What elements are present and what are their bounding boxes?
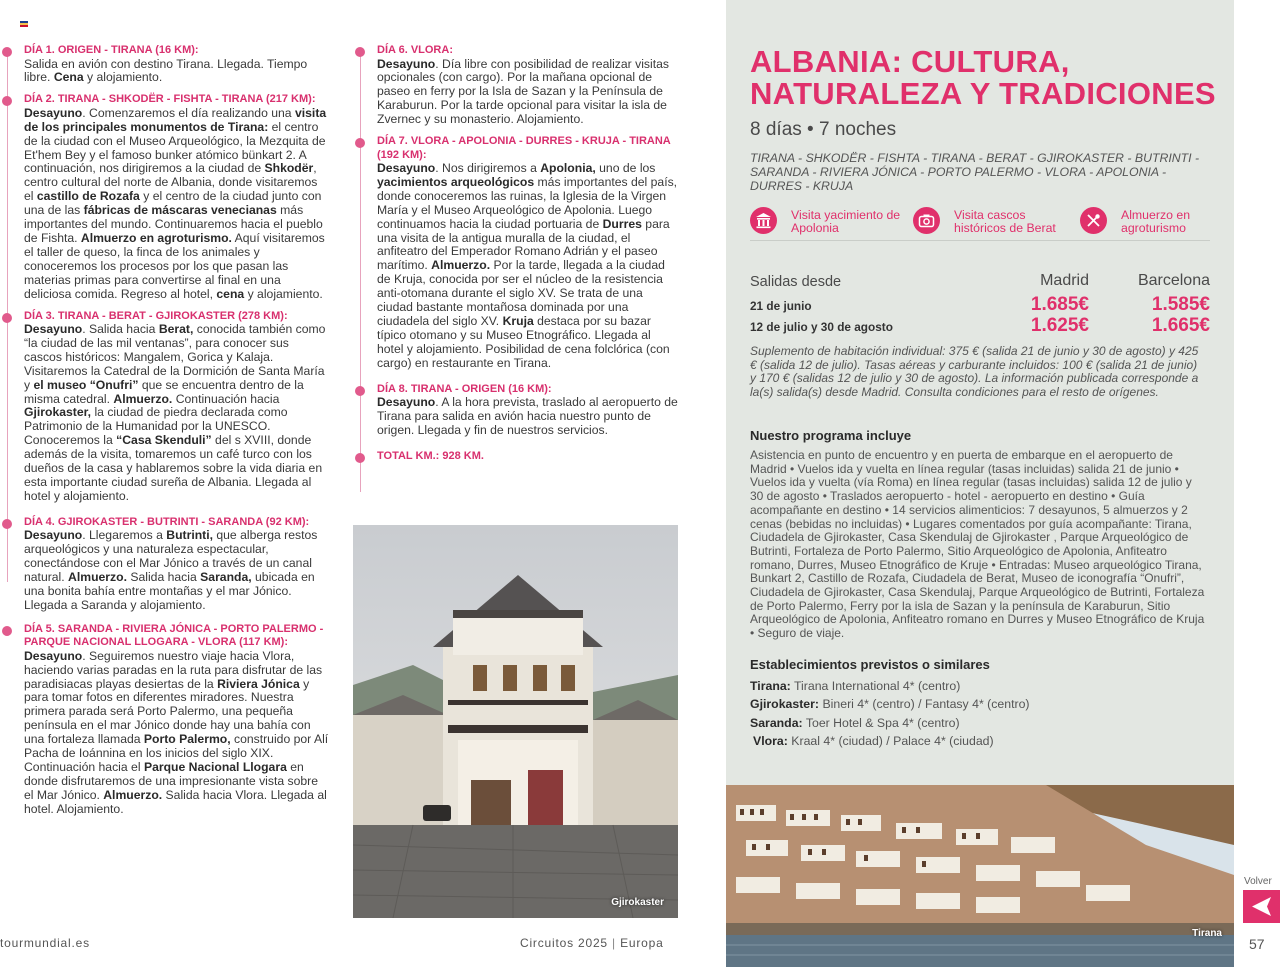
price-table-header bbox=[750, 272, 1212, 294]
hotel-city: Gjirokaster: bbox=[750, 697, 820, 712]
hotel-name: Tirana International 4* (centro) bbox=[793, 679, 961, 693]
page-title: ALBANIA: CULTURA, NATURALEZA Y TRADICIONES bbox=[750, 44, 1216, 111]
hotels-list bbox=[750, 677, 1208, 750]
day-description bbox=[377, 162, 678, 371]
day-description bbox=[377, 396, 678, 438]
itinerary-day bbox=[0, 623, 330, 817]
gjirokaster-illustration bbox=[353, 525, 678, 918]
description-text: Continuación hacia bbox=[172, 391, 280, 406]
highlight-text: Apolonia, bbox=[540, 161, 596, 176]
gjirokaster-caption: Gjirokaster bbox=[611, 897, 664, 908]
hotels-heading: Establecimientos previstos o similares bbox=[750, 657, 990, 672]
description-text: y alojamiento. bbox=[244, 286, 323, 301]
timeline-dot bbox=[2, 47, 12, 57]
day-title: DÍA 4. GJIROKASTER - BUTRINTI - SARANDA (92 KM): bbox=[24, 515, 310, 528]
highlight-text: Shkodër bbox=[264, 161, 314, 176]
description-text: del s XVIII, donde además de la visita, tomaremos un café turco con los dueños de la casa y hablaremos sobre la vida diaria en esta importante ciudad sureña de Albania. Llegada al hotel y alojamiento. bbox=[24, 433, 323, 503]
departure-dates: 12 de julio y 30 de agosto bbox=[750, 320, 893, 334]
description-text: , centro cultural del norte de Albania, donde visitaremos el bbox=[24, 161, 318, 204]
description-text: . Nos dirigiremos a bbox=[435, 161, 541, 176]
highlight-text: visita de los principales monumentos de Tirana: bbox=[24, 105, 327, 134]
day-description bbox=[24, 650, 330, 817]
itinerary-day bbox=[0, 516, 330, 613]
description-text: . Llegaremos a bbox=[82, 528, 167, 543]
description-text: para una visita de la antigua muralla de la ciudad, el anfiteatro del Emperador Romano Adrián y el paseo marítimo. bbox=[377, 216, 670, 273]
hotel-item bbox=[750, 732, 1208, 750]
description-text: Aquí visitaremos el taller de queso, la finca de los animales y conoceremos los procesos por los que pasan las materias primas para convertirse al final en una deliciosa comida. Regreso al hotel, bbox=[24, 230, 325, 301]
includes-heading: Nuestro programa incluye bbox=[750, 428, 912, 443]
includes-text: Asistencia en punto de encuentro y en puerta de embarque en el aeropuerto de Madrid • Vuelos ida y vuelta en línea regular (tasas incluidas) salida 21 de junio • Vuelos ida y vuelta (vía Roma) en línea regular (tasas incluidas) salida 12 de julio y 30 de agosto • Traslados aeropuerto - hotel - aeropuerto en destino • Guía acompañante en destino • 14 servicios alimenticios: 7 desayunos, 5 almuerzos y 2 cenas (bebidas no incluidas) • Lugares comentados por guía acompañante: Tirana, Ciudadela de Gjirokaster, Casa Skendulaj de Gjirokaster , Parque Arqueológico de Butrinti, Fortaleza de Porto Palermo, Sitio Arqueológico de Apolonia, Anfiteatro romano, Durres, Museo Etnográfico de Kruje • Entradas: Museo arqueológico Tirana, Bunkart 2, Castillo de Rozafa, Ciudadela de Berat, Museo de iconografía “Onufri”, Ciudadela de Gjirokaster, Casa Skendulaj, Parque Arqueológico de Butrinti, Fortaleza de Porto Palermo, Ferry por la isla de Sazan y la península de Karaburun, Sitio Arqueológico de Apolonia, Anfiteatro romano en Durres y Museo Etnográfico de Kruja • Seguro de viaje. bbox=[750, 448, 1205, 641]
highlight-text: yacimientos arqueológicos bbox=[377, 174, 535, 189]
highlight-item bbox=[913, 206, 1073, 238]
highlight-text: Gjirokaster, bbox=[24, 405, 92, 420]
description-text: que alberga restos arqueológicos y una naturaleza espectacular, conectándose con el Mar Jónico a través de un canal natural. bbox=[24, 528, 318, 584]
highlight-text: el museo “Onufri” bbox=[33, 377, 139, 392]
price-madrid: 1.625€ bbox=[1030, 315, 1089, 336]
day-description bbox=[24, 529, 330, 612]
back-arrow-icon bbox=[1243, 890, 1280, 923]
catalog-name: Circuitos 2025 bbox=[520, 936, 608, 950]
timeline-dot bbox=[355, 453, 365, 463]
day-description bbox=[24, 107, 330, 302]
highlight-text: Almuerzo. bbox=[68, 570, 127, 584]
description-text: . Comenzaremos el día realizando una bbox=[82, 105, 295, 120]
highlight-text: Desayuno bbox=[24, 528, 83, 543]
tirana-caption: Tirana bbox=[1192, 928, 1222, 939]
description-text: en donde disfrutaremos de una impresionante vista sobre el Mar Jónico. bbox=[24, 759, 319, 802]
description-text: Salida en avión con destino Tirana. Llegada. Tiempo libre. bbox=[24, 56, 308, 85]
highlight-text: Cena bbox=[53, 70, 84, 85]
description-text: Por la tarde, llegada a la ciudad de Kruja, conocida por ser el núcleo de la resistencia anti-otomana durante el siglo XV. Se trata de una ciudad bastante montañosa dominada por una ciudadela del siglo XV. bbox=[377, 258, 665, 328]
day-title: DÍA 6. VLORA: bbox=[377, 44, 453, 56]
day-description bbox=[24, 323, 330, 504]
price-row bbox=[750, 315, 1212, 336]
highlight-text: cena bbox=[216, 286, 245, 301]
timeline-dot bbox=[355, 138, 365, 148]
description-text: . A la hora prevista, traslado al aeropuerto de Tirana para salida en avión hacia nuestro punto de origen. Llegada y fin de nuestros servicios. bbox=[377, 395, 678, 437]
itinerary-day bbox=[0, 93, 330, 301]
timeline-dot bbox=[2, 626, 12, 636]
day-title: DÍA 2. TIRANA - SHKODËR - FISHTA - TIRANA (217 KM): bbox=[24, 93, 316, 106]
day-description bbox=[377, 58, 678, 128]
departure-dates: 21 de junio bbox=[750, 299, 812, 313]
highlight-item bbox=[1080, 206, 1210, 238]
price-madrid: 1.685€ bbox=[1030, 294, 1089, 315]
day-title: DÍA 7. VLORA - APOLONIA - DURRES - KRUJA - TIRANA (192 KM): bbox=[377, 135, 671, 161]
trip-route: TIRANA - SHKODËR - FISHTA - TIRANA - BERAT - GJIROKASTER - BUTRINTI - SARANDA - RIVIERA JÓNICA - PORTO PALERMO - VLORA - APOLONIA - DURRES - KRUJA bbox=[750, 151, 1200, 193]
hotel-city: Vlora: bbox=[753, 733, 788, 748]
highlight-text: Desayuno bbox=[24, 105, 83, 120]
hotel-item bbox=[750, 677, 1208, 695]
highlight-text: Parque Nacional Llogara bbox=[143, 759, 287, 774]
description-text: que se encuentra dentro de la misma catedral. bbox=[24, 377, 304, 406]
day-title: DÍA 8. TIRANA - ORIGEN (16 KM): bbox=[377, 382, 552, 395]
highlight-text: Riviera Jónica bbox=[217, 676, 300, 691]
hotel-name: Kraal 4* (ciudad) / Palace 4* (ciudad) bbox=[791, 733, 994, 748]
tirana-illustration bbox=[726, 785, 1234, 967]
day-title: DÍA 3. TIRANA - BERAT - GJIROKASTER (278 KM): bbox=[24, 309, 288, 322]
highlight-text: Almuerzo. bbox=[113, 391, 173, 406]
highlight-text: Desayuno bbox=[24, 648, 83, 663]
hotel-item bbox=[750, 695, 1208, 713]
hotel-name: Toer Hotel & Spa 4* (centro) bbox=[805, 715, 960, 730]
description-text: Salida hacia Vlora. Llegada al hotel. Alojamiento. bbox=[24, 787, 327, 816]
highlight-text: Porto Palermo, bbox=[143, 732, 231, 747]
hotel-name: Bineri 4* (centro) / Fantasy 4* (centro) bbox=[822, 697, 1030, 712]
highlight-text: Almuerzo en agroturismo. bbox=[80, 230, 232, 245]
highlight-text: Berat, bbox=[158, 322, 194, 336]
highlight-label: Visita yacimiento de Apolonia bbox=[791, 208, 901, 235]
tirana-photo bbox=[726, 785, 1234, 967]
description-text: Salida hacia bbox=[126, 570, 201, 584]
description-text: y alojamiento. bbox=[83, 70, 163, 85]
description-text: conocida también como “la ciudad de las mil ventanas”, para conocer sus cascos históricos: Mangalem, Gorica y Kalaja. Visitaremos la Catedral de la Dormición de Santa María y bbox=[24, 322, 326, 392]
supplement-note: Suplemento de habitación individual: 375 € (salida 21 de junio y 30 de agosto) y 425 € (salida 12 de julio). Tasas aéreas y carburante incluidos: 100 € (salida 21 de junio) y 170 € (salidas 12 de julio y 30 de agosto). La información publicada corresponde a la(s) salida(s) desde Madrid. Consulta condiciones para el resto de orígenes. bbox=[750, 344, 1199, 400]
itinerary-day bbox=[0, 310, 330, 504]
divider bbox=[750, 240, 1210, 241]
site-url[interactable]: tourmundial.es bbox=[0, 936, 90, 950]
price-barcelona: 1.585€ bbox=[1151, 294, 1210, 315]
day-title: DÍA 5. SARANDA - RIVIERA JÓNICA - PORTO PALERMO - PARQUE NACIONAL LLOGARA - VLORA (117 KM): bbox=[24, 622, 324, 649]
price-table bbox=[750, 272, 1212, 336]
back-label: Volver bbox=[1244, 876, 1272, 887]
description-text: construido por Alí Pacha de Ioánnina en los inicios del siglo XIX. Continuación hacia el bbox=[24, 732, 329, 774]
timeline-dot bbox=[2, 96, 12, 106]
highlight-text: Saranda, bbox=[200, 570, 252, 584]
itinerary-left-column bbox=[0, 44, 330, 817]
itinerary-day bbox=[353, 44, 678, 127]
timeline-dot bbox=[355, 386, 365, 396]
description-text: el centro de la ciudad con el Museo Arqueológico, la Mezquita de Et'hem Bey y el famoso bunker atómico bünkart 2. A continuación, nos dirigiremos a la ciudad de bbox=[24, 119, 326, 176]
itinerary-middle-column bbox=[353, 44, 678, 463]
description-text: ubicada en una bonita bahía entre montañas y el mar Jónico. Llegada a Saranda y alojamiento. bbox=[24, 570, 315, 612]
highlight-label: Visita cascos históricos de Berat bbox=[954, 208, 1056, 235]
highlights-row bbox=[750, 206, 1210, 238]
price-row bbox=[750, 294, 1212, 315]
gjirokaster-photo bbox=[353, 525, 678, 918]
itinerary-day bbox=[0, 44, 330, 85]
timeline-dot bbox=[2, 313, 12, 323]
back-button[interactable] bbox=[1243, 890, 1280, 923]
highlight-text: Desayuno bbox=[377, 161, 436, 176]
timeline-dot bbox=[355, 47, 365, 57]
hotel-item bbox=[750, 714, 1208, 732]
highlight-text: Desayuno bbox=[377, 56, 436, 71]
flag-icon bbox=[20, 21, 28, 27]
ruins-icon bbox=[750, 207, 777, 234]
highlight-text: Almuerzo. bbox=[431, 258, 491, 273]
highlight-label: Almuerzo en agroturismo bbox=[1121, 208, 1191, 235]
day-title: DÍA 1. ORIGEN - TIRANA (16 KM): bbox=[24, 44, 199, 56]
highlight-text: Durres bbox=[602, 216, 642, 231]
page-number: 57 bbox=[1249, 936, 1265, 952]
city-madrid: Madrid bbox=[1040, 272, 1089, 289]
departures-label: Salidas desde bbox=[750, 274, 842, 290]
highlight-text: fábricas de máscaras venecianas bbox=[83, 203, 277, 218]
price-barcelona: 1.665€ bbox=[1151, 315, 1210, 336]
description-text: . Salida hacia bbox=[82, 322, 159, 336]
itinerary-day bbox=[353, 450, 678, 464]
day-description bbox=[24, 58, 330, 86]
footer-separator: | bbox=[612, 936, 616, 950]
city-barcelona: Barcelona bbox=[1137, 272, 1210, 289]
itinerary-day bbox=[353, 383, 678, 438]
catalog-region: Europa bbox=[620, 936, 664, 950]
hotel-city: Saranda: bbox=[750, 715, 803, 730]
description-text: más importantes del mundo. Continuaremos hacia el pueblo de Fishta. bbox=[24, 203, 323, 245]
day-title: TOTAL KM.: 928 KM. bbox=[377, 449, 484, 462]
timeline-dot bbox=[2, 519, 12, 529]
description-text: uno de los bbox=[595, 161, 656, 176]
highlight-text: Almuerzo. bbox=[103, 787, 163, 802]
highlight-text: Desayuno bbox=[24, 322, 83, 336]
highlight-text: Desayuno bbox=[377, 395, 436, 410]
camera-icon bbox=[913, 207, 940, 234]
trip-duration: 8 días • 7 noches bbox=[750, 119, 897, 140]
description-text: más importantes del país, donde conoceremos las ruinas, la Iglesia de la Virgen María y el Museo Arqueológico de Apolonia. Luego continuamos hacia la ciudad portuaria de bbox=[377, 174, 678, 231]
description-text: destaca por su bazar típico otomano y su Museo Etnográfico. Llegada al hotel y alojamiento. Posibilidad de cena folclórica (con cargo) en restaurante en Tirana. bbox=[377, 314, 670, 370]
itinerary-day bbox=[353, 135, 678, 371]
description-text: y para tomar fotos en diferentes miradores. Nuestra primera parada será Porto Palermo, una pequeña península en el mar Jónico donde hay una bahía con una fortaleza llamada bbox=[24, 676, 311, 747]
catalog-footer bbox=[520, 936, 664, 950]
highlight-item bbox=[750, 206, 910, 238]
highlight-text: Butrinti, bbox=[166, 528, 213, 543]
hotel-city: Tirana: bbox=[750, 679, 791, 693]
highlight-text: Kruja bbox=[502, 314, 534, 328]
description-text: . Seguiremos nuestro viaje hacia Vlora, haciendo varias paradas en la ruta para disfrutar de las paradisiacas playas desiertas de la bbox=[24, 648, 323, 691]
highlight-text: “Casa Skenduli” bbox=[116, 433, 212, 448]
description-text: . Día libre con posibilidad de realizar visitas opcionales (con cargo). Por la mañana opcional de paseo en ferry por la Isla de Sazan y la Península de Karaburun. Por la tarde opcional para visitar la isla de Zvernec y su monasterio. Alojamiento. bbox=[377, 56, 669, 127]
highlight-text: castillo de Rozafa bbox=[36, 189, 140, 204]
description-text: y el centro de la ciudad junto con una de las bbox=[24, 189, 322, 218]
description-text: la ciudad de piedra declarada como Patrimonio de la Humanidad por la UNESCO. Conoceremos la bbox=[24, 405, 288, 448]
cutlery-icon bbox=[1080, 207, 1107, 234]
